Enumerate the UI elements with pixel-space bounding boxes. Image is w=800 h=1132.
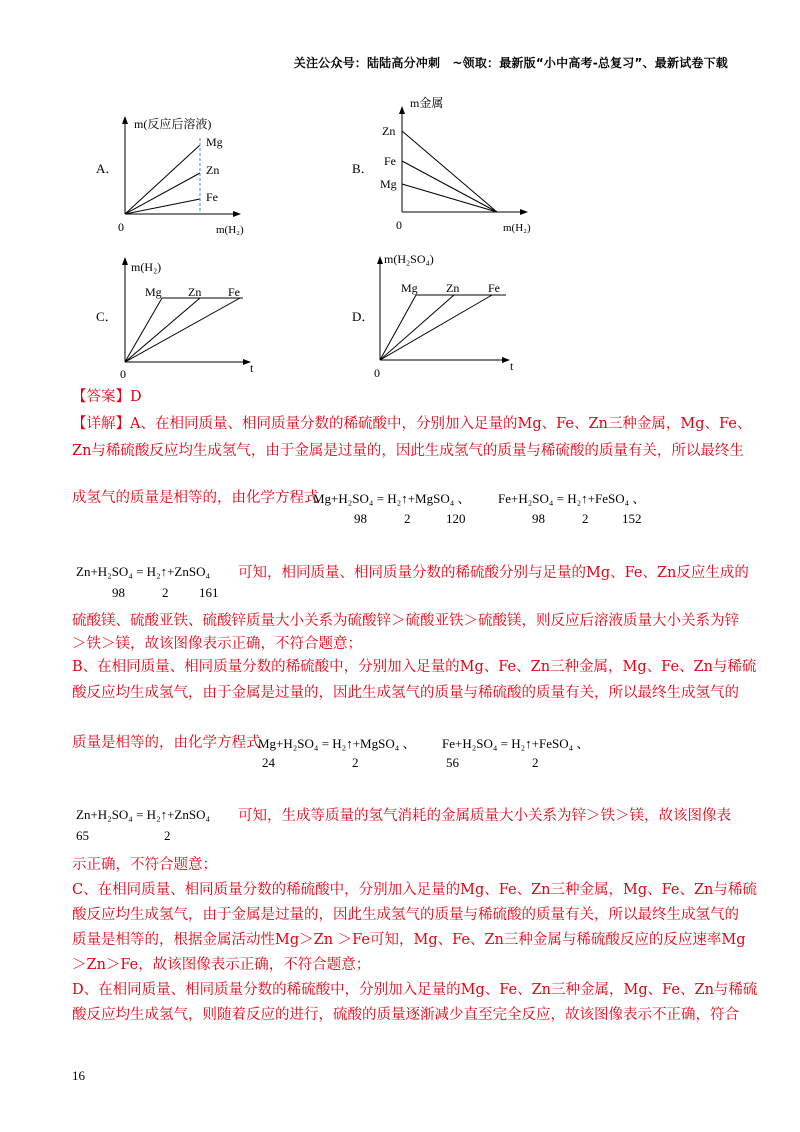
graph-d-series-3: Fe: [488, 281, 500, 295]
equation-a-fe-mass-3: 152: [622, 511, 642, 526]
detail-line-13: 酸反应均生成氢气，由于金属是过量的，因此生成氢气的质量与稀硫酸的质量有关，所以最终生成氢气的: [72, 907, 739, 923]
graph-d-label: D．: [352, 309, 375, 324]
graph-b: [352, 95, 531, 234]
equation-a-fe: Fe+H₂SO₄ = H₂↑+FeSO₄ 、: [498, 491, 646, 506]
graph-d: [352, 252, 514, 380]
detail-line-3: 成氢气的质量是相等的，由化学方程式: [72, 490, 319, 506]
detail-line-4: 可知，相同质量、相同质量分数的稀硫酸分别与足量的Mg、Fe、Zn反应生成的: [238, 565, 749, 581]
detail-line-5: 硫酸镁、硫酸亚铁、硫酸锌质量大小关系为硫酸锌＞硫酸亚铁＞硫酸镁，则反应后溶液质量大小关系为锌: [72, 613, 739, 629]
detail-line-2: Zn与稀硫酸反应均生成氢气，由于金属是过量的，因此生成氢气的质量与稀硫酸的质量有关，所以最终生: [72, 443, 744, 459]
graph-a-xlabel: m(H₂): [216, 224, 244, 236]
graph-d-ylabel: m(H₂SO₄): [384, 252, 434, 266]
graph-b-label: B．: [352, 161, 374, 176]
equation-b-fe-mass-2: 2: [532, 755, 539, 770]
detail-text-1: A、在相同质量、相同质量分数的稀硫酸中，分别加入足量的Mg、Fe、Zn三种金属，Mg、Fe、: [130, 416, 752, 432]
graph-a-series-2: Zn: [206, 163, 220, 177]
equation-b-zn-mass-2: 2: [164, 828, 171, 843]
graph-c-series-3: Fe: [228, 285, 240, 299]
equation-a-mg-mass-3: 120: [446, 511, 466, 526]
graph-a-ylabel: m(反应后溶液): [134, 117, 212, 131]
equation-a-zn: Zn+H₂SO₄ = H₂↑+ZnSO₄: [76, 564, 211, 579]
detail-line-17: 酸反应均生成氢气，则随着反应的进行，硫酸的质量逐渐减少直至完全反应，故该图像表示不正确，符合: [72, 1007, 739, 1023]
equation-a-fe-mass-2: 2: [582, 511, 589, 526]
detail-line-11: 示正确，不符合题意；: [72, 857, 217, 873]
answer-tag: 【答案】: [72, 389, 130, 405]
detail-line-14: 质量是相等的，根据金属活动性Mg＞Zn ＞Fe可知，Mg、Fe、Zn三种金属与稀硫酸反应的反应速率Mg: [72, 932, 746, 948]
detail-line-8: 酸反应均生成氢气，由于金属是过量的，因此生成氢气的质量与稀硫酸的质量有关，所以最终生成氢气的: [72, 685, 739, 701]
graph-b-series-3: Mg: [380, 177, 397, 191]
graph-d-origin: 0: [374, 366, 380, 380]
answer-value: D: [130, 389, 142, 405]
detail-line-6: ＞铁＞镁，故该图像表示正确，不符合题意；: [72, 636, 362, 652]
detail-tag: 【详解】: [72, 416, 130, 432]
graph-b-series-1: Zn: [382, 124, 396, 138]
equation-b-fe-mass-1: 56: [446, 755, 459, 770]
equation-a-fe-mass-1: 98: [532, 511, 545, 526]
detail-line-10: 可知，生成等质量的氢气消耗的金属质量大小关系为锌＞铁＞镁，故该图像表: [238, 808, 731, 824]
graph-c-label: C．: [96, 309, 118, 324]
graph-c-ylabel: m(H₂): [131, 260, 162, 274]
equation-b-mg: Mg+H₂SO₄ = H₂↑+MgSO₄ 、: [258, 736, 416, 751]
detail-line-12: C、在相同质量、相同质量分数的稀硫酸中，分别加入足量的Mg、Fe、Zn三种金属，Mg、Fe、Zn与稀硫: [72, 882, 757, 898]
equation-a-zn-mass-1: 98: [112, 585, 125, 600]
page-header: 关注公众号：陆陆高分冲刺 ~领取：最新版“小中高考-总复习”、最新试卷下载: [293, 56, 728, 70]
equation-b-mg-mass-2: 2: [352, 755, 359, 770]
detail-line-15: ＞Zn＞Fe，故该图像表示正确，不符合题意；: [72, 957, 371, 973]
graph-c-series-1: Mg: [145, 285, 162, 299]
equation-b-zn: Zn+H₂SO₄ = H₂↑+ZnSO₄: [76, 807, 211, 822]
detail-line-7: B、在相同质量、相同质量分数的稀硫酸中，分别加入足量的Mg、Fe、Zn三种金属，Mg、Fe、Zn与稀硫: [72, 659, 757, 675]
equation-a-zn-mass-2: 2: [162, 585, 169, 600]
equation-b-fe: Fe+H₂SO₄ = H₂↑+FeSO₄ 、: [442, 736, 590, 751]
graph-c-series-2: Zn: [188, 285, 202, 299]
equation-a-zn-mass-3: 161: [199, 585, 219, 600]
detail-line-1: [72, 414, 752, 434]
page-number: 16: [72, 1068, 85, 1083]
equation-a-mg-mass-1: 98: [354, 511, 367, 526]
graph-a-series-3: Fe: [206, 190, 218, 204]
answer-option-graphs: [0, 0, 800, 400]
equation-b-zn-mass-1: 65: [76, 828, 89, 843]
graph-b-xlabel: m(H₂): [503, 222, 531, 234]
equation-b-mg-mass-1: 24: [262, 755, 275, 770]
graph-a: [96, 116, 244, 236]
detail-line-9: 质量是相等的，由化学方程式: [72, 735, 261, 751]
graph-c-origin: 0: [120, 367, 126, 381]
graph-c-xlabel: t: [250, 361, 254, 375]
graph-a-series-1: Mg: [206, 135, 223, 149]
graph-b-ylabel: m金属: [410, 96, 444, 110]
graph-b-origin: 0: [396, 218, 402, 232]
graph-b-series-2: Fe: [384, 154, 396, 168]
graph-d-series-2: Zn: [446, 281, 460, 295]
detail-line-16: D、在相同质量、相同质量分数的稀硫酸中，分别加入足量的Mg、Fe、Zn三种金属，Mg、Fe、Zn与稀硫: [72, 982, 758, 998]
equation-a-mg-mass-2: 2: [404, 511, 411, 526]
graph-d-xlabel: t: [510, 359, 514, 373]
graph-a-label: A．: [96, 161, 119, 176]
graph-a-origin: 0: [118, 220, 124, 234]
answer-line: [72, 387, 732, 407]
equation-a-mg: Mg+H₂SO₄ = H₂↑+MgSO₄ 、: [313, 491, 471, 506]
graph-c: [96, 257, 254, 381]
graph-d-series-1: Mg: [401, 281, 418, 295]
